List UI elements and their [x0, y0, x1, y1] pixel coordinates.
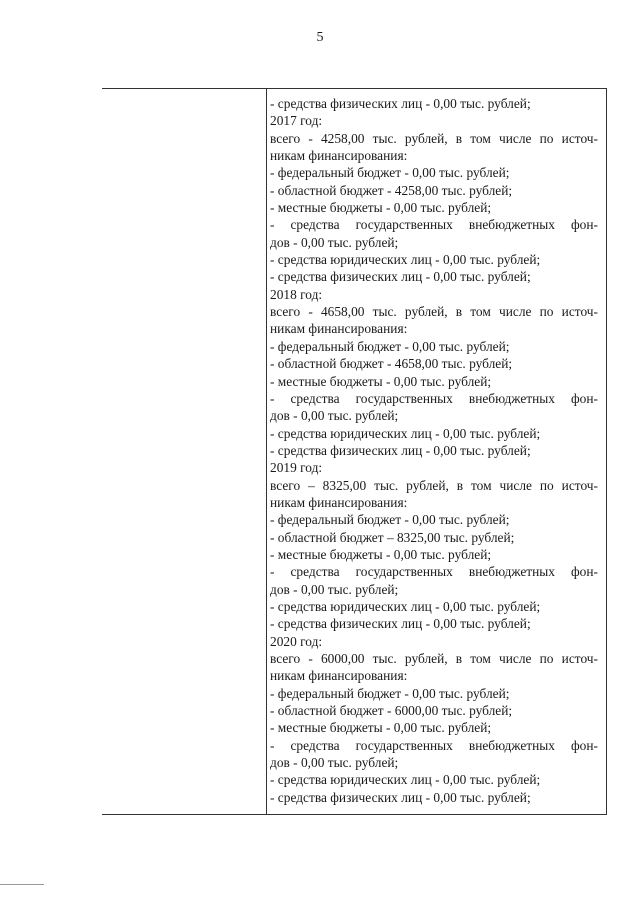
table-right-border	[606, 89, 607, 814]
funding-line: никам финансирования:	[270, 321, 408, 337]
funding-line: 2018 год:	[270, 286, 323, 302]
funding-line: - федеральный бюджет - 0,00 тыс. рублей;	[270, 165, 510, 181]
funding-line: - местные бюджеты - 0,00 тыс. рублей;	[270, 200, 492, 216]
funding-line: дов - 0,00 тыс. рублей;	[270, 408, 399, 424]
funding-line: всего - 4258,00 тыс. рублей, в том числе по источ-	[270, 130, 598, 146]
funding-line: - средства государственных внебюджетных фон-	[270, 390, 598, 406]
funding-line: дов - 0,00 тыс. рублей;	[270, 581, 399, 597]
funding-line: 2020 год:	[270, 633, 323, 649]
funding-line: дов - 0,00 тыс. рублей;	[270, 234, 399, 250]
funding-line: - местные бюджеты - 0,00 тыс. рублей;	[270, 546, 492, 562]
funding-line: - средства государственных внебюджетных фон-	[270, 217, 598, 233]
funding-line: - областной бюджет - 4658,00 тыс. рублей;	[270, 356, 513, 372]
funding-table	[102, 88, 607, 815]
funding-line: - местные бюджеты - 0,00 тыс. рублей;	[270, 720, 492, 736]
funding-line: - средства юридических лиц - 0,00 тыс. рублей;	[270, 252, 541, 268]
funding-line: - областной бюджет – 8325,00 тыс. рублей;	[270, 529, 515, 545]
page-number: 5	[316, 30, 324, 45]
funding-line: - федеральный бюджет - 0,00 тыс. рублей;	[270, 512, 510, 528]
funding-line: всего - 6000,00 тыс. рублей, в том числе по источ-	[270, 651, 598, 666]
funding-line: - средства физических лиц - 0,00 тыс. рублей;	[270, 789, 531, 805]
funding-line: - средства юридических лиц - 0,00 тыс. рублей;	[270, 772, 541, 788]
funding-line: - средства государственных внебюджетных фон-	[270, 564, 598, 580]
funding-line: - средства государственных внебюджетных фон-	[270, 737, 598, 753]
funding-line: всего - 4658,00 тыс. рублей, в том числе по источ-	[270, 304, 598, 320]
funding-line: всего – 8325,00 тыс. рублей, в том числе по источ-	[270, 477, 598, 493]
funding-line: - средства юридических лиц - 0,00 тыс. рублей;	[270, 598, 541, 614]
funding-line: дов - 0,00 тыс. рублей;	[270, 755, 399, 771]
column-divider	[266, 89, 267, 814]
funding-line: - средства физических лиц - 0,00 тыс. рублей;	[270, 269, 531, 285]
table-left-cell	[102, 89, 266, 814]
funding-line: 2019 год:	[270, 460, 323, 476]
funding-text-cell	[270, 95, 598, 806]
funding-line: - средства юридических лиц - 0,00 тыс. рублей;	[270, 425, 541, 441]
funding-line: - средства физических лиц - 0,00 тыс. рублей;	[270, 442, 531, 458]
funding-line: - местные бюджеты - 0,00 тыс. рублей;	[270, 373, 492, 389]
funding-line: - федеральный бюджет - 0,00 тыс. рублей;	[270, 685, 510, 701]
funding-line: 2017 год:	[270, 113, 323, 129]
scan-edge-mark	[0, 884, 44, 885]
funding-line: никам финансирования:	[270, 148, 408, 164]
funding-line: никам финансирования:	[270, 668, 408, 684]
funding-line: - областной бюджет - 6000,00 тыс. рублей;	[270, 703, 513, 719]
funding-line: - средства физических лиц - 0,00 тыс. рублей;	[270, 616, 531, 632]
funding-line: никам финансирования:	[270, 494, 408, 510]
funding-line: - областной бюджет - 4258,00 тыс. рублей;	[270, 182, 513, 198]
funding-line: - федеральный бюджет - 0,00 тыс. рублей;	[270, 338, 510, 354]
funding-line: - средства физических лиц - 0,00 тыс. рублей;	[270, 96, 531, 111]
